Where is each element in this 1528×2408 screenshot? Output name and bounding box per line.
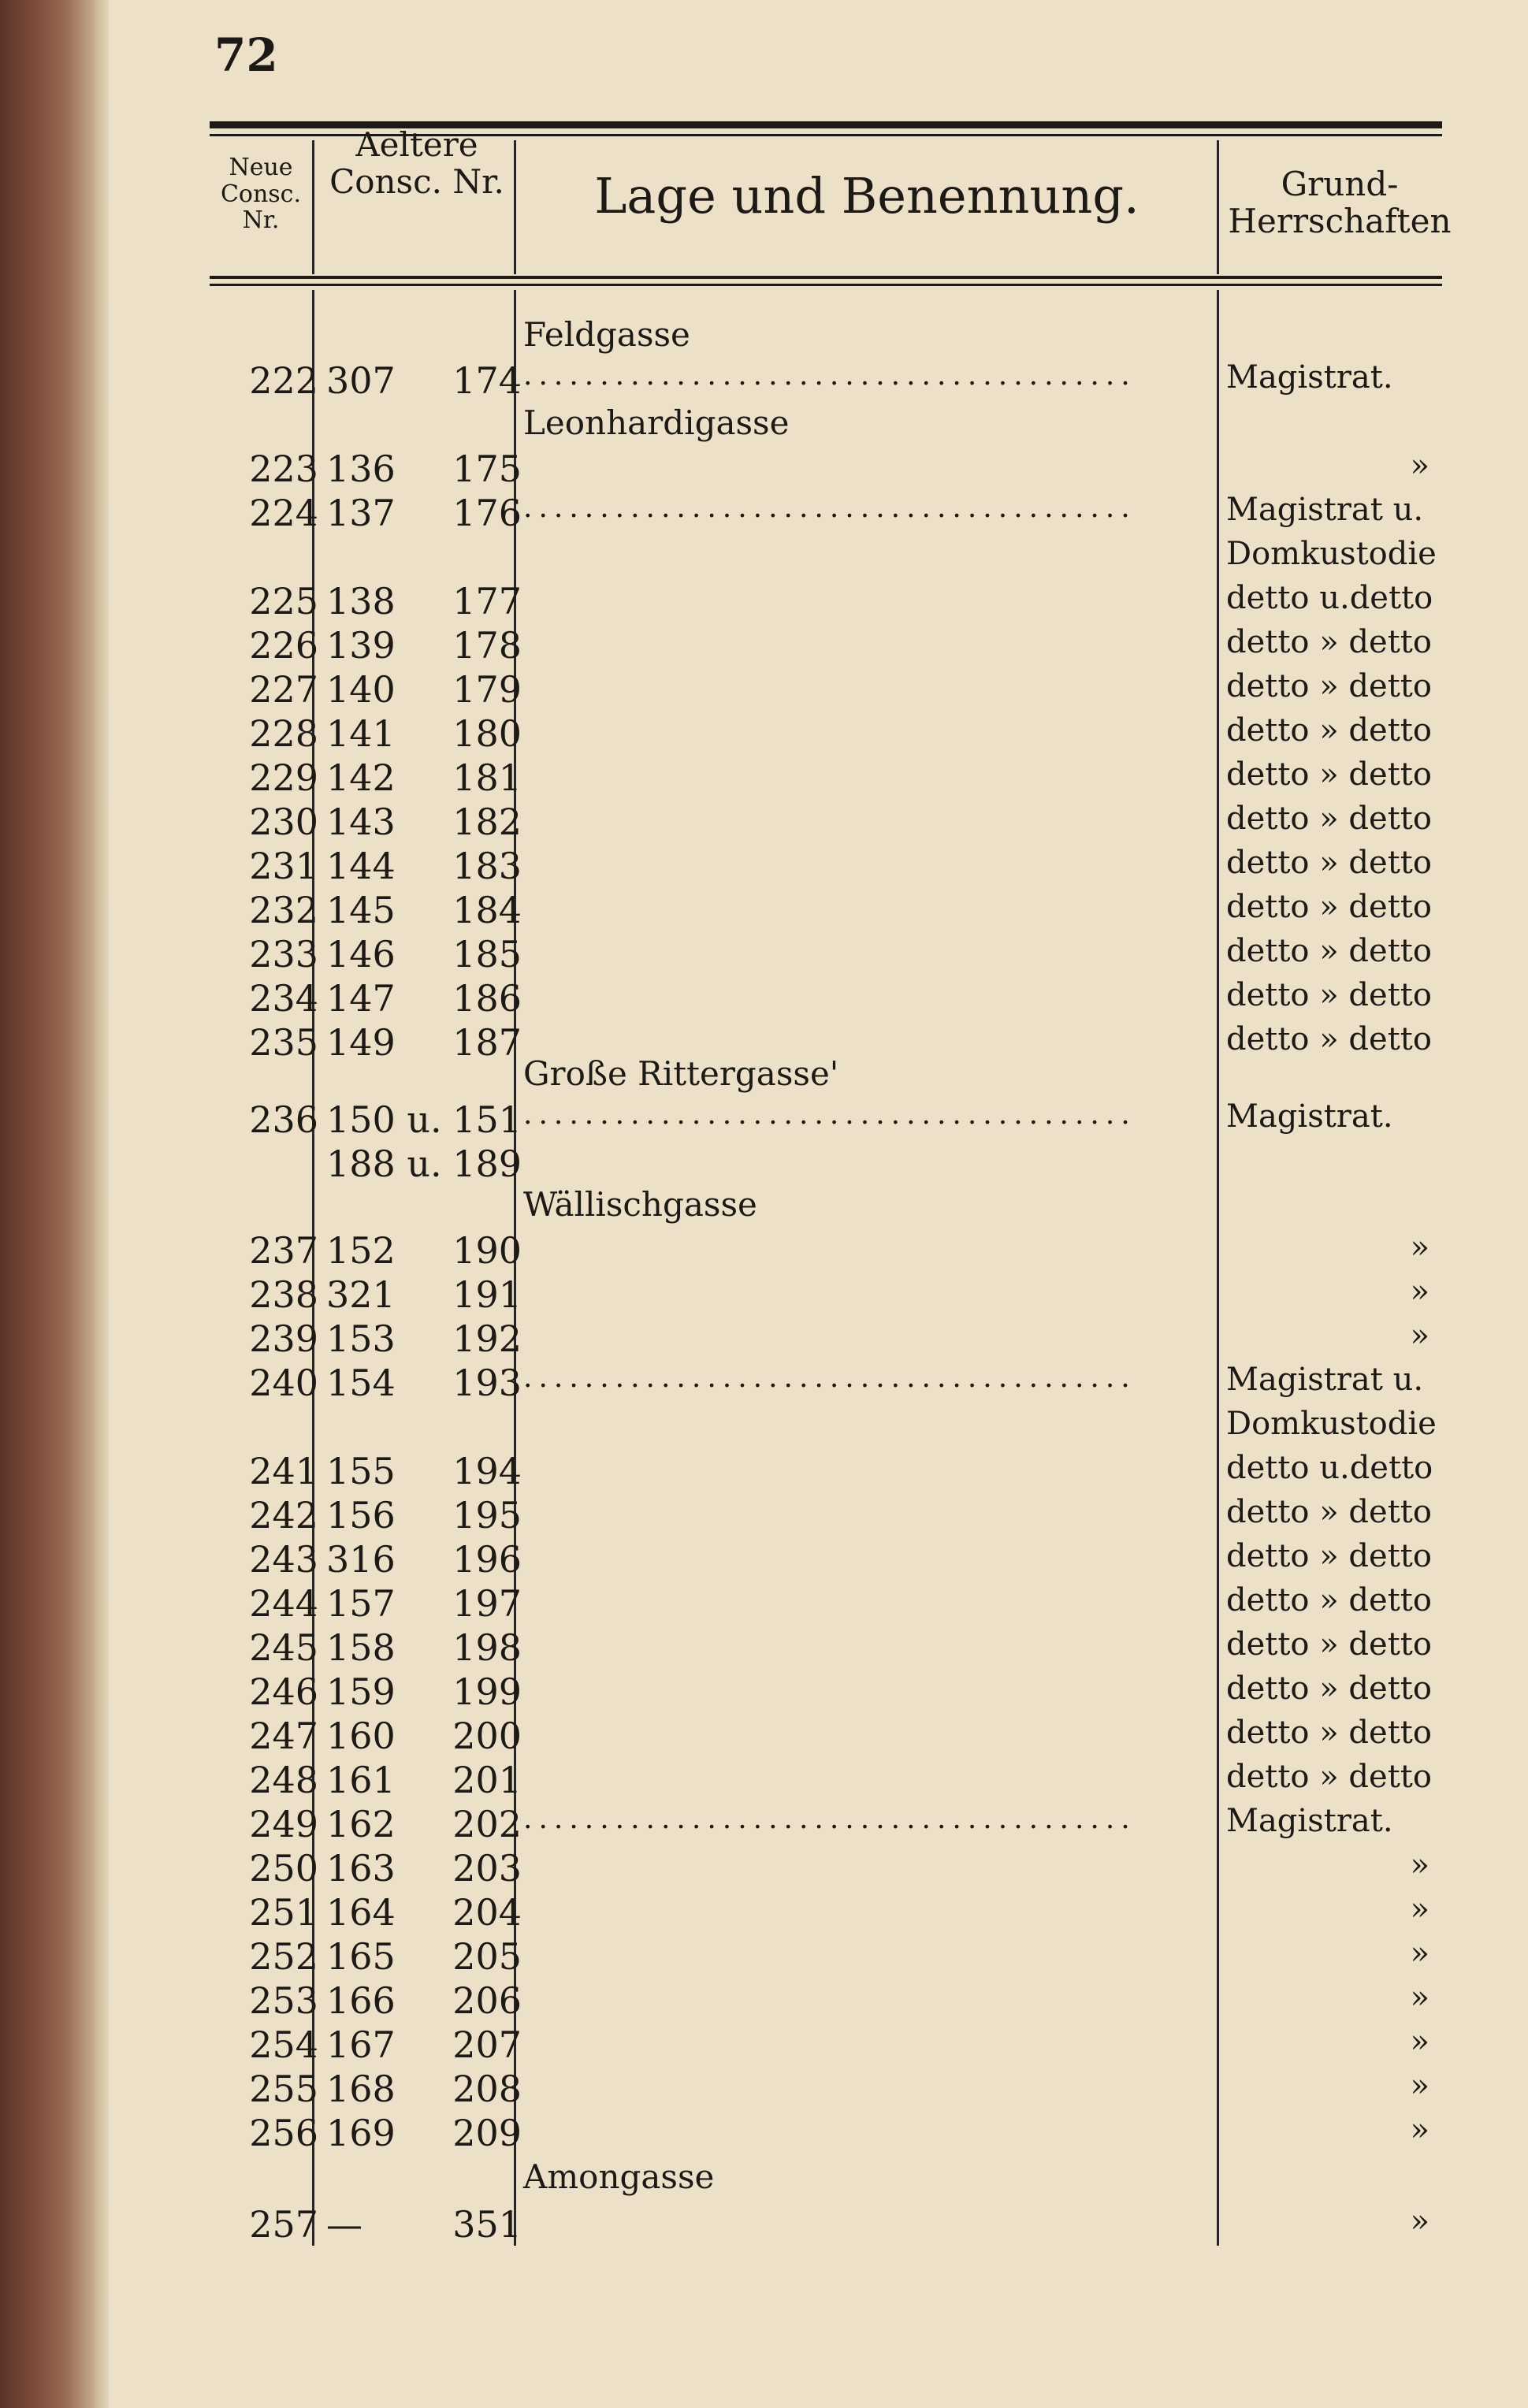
aeltere-consc-cell: 140 [326,668,396,711]
aeltere-consc-cell: 154 [326,1362,396,1404]
neue-nr-cell: 249 [249,1803,318,1845]
neue-nr-cell: 233 [249,933,318,975]
aeltere-nr-cell: 200 [452,1715,522,1757]
neue-nr-cell: 237 [249,1229,318,1272]
grundherrschaft-cell: » [1410,2068,1429,2104]
table-row [0,624,1528,668]
neue-nr-cell: 227 [249,668,318,711]
street-heading: Feldgasse [523,315,690,354]
aeltere-consc-cell: 157 [326,1582,396,1625]
grundherrschaft-cell: detto » detto [1226,668,1432,704]
aeltere-consc-cell: 146 [326,933,396,975]
table-row [0,580,1528,624]
grundherrschaft-cell: Magistrat u. [1226,492,1424,528]
grundherrschaft-cell: detto » detto [1226,977,1432,1013]
lage-cell: ........................................ [523,1803,1136,1835]
aeltere-consc-cell: 307 [326,359,396,402]
header-aeltere-consc: Consc. [329,162,442,202]
grundherrschaft-cell: Magistrat. [1226,1803,1393,1839]
neue-nr-cell: 238 [249,1273,318,1316]
grundherrschaft-cell: detto » detto [1226,1626,1432,1663]
aeltere-consc-cell: 141 [326,712,396,755]
header-aeltere [318,126,515,200]
aeltere-consc-cell: 321 [326,1273,396,1316]
grundherrschaft-cell: Domkustodie [1226,1406,1437,1442]
grundherrschaft-cell: detto u.detto [1226,1450,1433,1486]
header-aeltere-label: Aeltere [355,125,478,164]
table-row [0,1494,1528,1538]
grundherrschaft-cell: detto » detto [1226,933,1432,969]
table-row [0,977,1528,1021]
table-row [0,1891,1528,1935]
table-row [0,448,1528,492]
grundherrschaft-cell: detto » detto [1226,1582,1432,1618]
header-aeltere-sub [318,163,515,200]
grundherrschaft-cell: Domkustodie [1226,536,1437,572]
aeltere-consc-cell: 137 [326,492,396,534]
aeltere-nr-cell: 193 [452,1362,522,1404]
grundherrschaft-cell: detto » detto [1226,1670,1432,1707]
street-heading: Amongasse [523,2157,715,2196]
aeltere-nr-cell: 202 [452,1803,522,1845]
table-row [0,933,1528,977]
page-number: 72 [214,28,278,82]
grundherrschaft-cell: detto » detto [1226,712,1432,749]
neue-nr-cell: 251 [249,1891,318,1934]
neue-nr-cell: 239 [249,1317,318,1360]
aeltere-nr-cell: 198 [452,1626,522,1669]
grundherrschaft-cell: detto » detto [1226,845,1432,881]
table-row [0,2112,1528,2156]
lage-cell: ........................................ [523,1098,1136,1131]
grundherrschaft-cell: detto » detto [1226,1494,1432,1530]
neue-nr-cell: 229 [249,756,318,799]
aeltere-nr-cell: 206 [452,1979,522,2022]
table-row [0,1362,1528,1406]
aeltere-nr-cell: 180 [452,712,522,755]
table-row [0,1670,1528,1715]
table-row [0,359,1528,403]
neue-nr-cell: 253 [249,1979,318,2022]
grundherrschaft-cell: detto » detto [1226,1021,1432,1057]
lage-cell: ........................................ [523,492,1136,524]
neue-nr-cell: 225 [249,580,318,622]
aeltere-consc-cell: 139 [326,624,396,667]
aeltere-nr-cell: 186 [452,977,522,1020]
aeltere-nr-cell: 195 [452,1494,522,1537]
neue-nr-cell: 230 [249,801,318,843]
neue-nr-cell: 222 [249,359,318,402]
table-row [0,1759,1528,1803]
table-row [0,668,1528,712]
grundherrschaft-cell: » [1410,1847,1429,1883]
street-heading: Große Rittergasse' [523,1054,839,1093]
neue-nr-cell: 241 [249,1450,318,1492]
neue-nr-cell: 235 [249,1021,318,1064]
aeltere-consc-cell: 144 [326,845,396,887]
lage-cell: ........................................ [523,1362,1136,1394]
table-row [0,1021,1528,1065]
table-row [0,1979,1528,2023]
table-row [0,1715,1528,1759]
aeltere-consc-cell: 156 [326,1494,396,1537]
aeltere-consc-cell: 152 [326,1229,396,1272]
aeltere-nr-cell: 185 [452,933,522,975]
neue-nr-cell: 244 [249,1582,318,1625]
grundherrschaft-cell: » [1410,2023,1429,2060]
aeltere-nr-cell: 187 [452,1021,522,1064]
header-bottom-rule-thin [210,284,1442,286]
aeltere-consc-cell: 136 [326,448,396,490]
header-aeltere-nr: Nr. [452,162,504,202]
table-row [0,536,1528,580]
aeltere-nr-cell: 194 [452,1450,522,1492]
aeltere-consc-cell: 142 [326,756,396,799]
table-row [0,2068,1528,2112]
neue-nr-cell: 246 [249,1670,318,1713]
aeltere-nr-cell: 176 [452,492,522,534]
aeltere-nr-cell: 196 [452,1538,522,1581]
grundherrschaft-cell: » [1410,2112,1429,2148]
grundherrschaft-cell: Magistrat u. [1226,1362,1424,1398]
table-row [0,1317,1528,1362]
aeltere-consc-cell: 164 [326,1891,396,1934]
neue-nr-cell: 234 [249,977,318,1020]
neue-nr-cell: 255 [249,2068,318,2110]
table-row [0,1406,1528,1450]
table-row [0,1935,1528,1979]
aeltere-consc-cell: 163 [326,1847,396,1890]
grundherrschaft-cell: » [1410,448,1429,484]
table-row [0,1229,1528,1273]
neue-nr-cell: 231 [249,845,318,887]
table-row [0,492,1528,536]
street-heading: Wällischgasse [523,1185,757,1224]
aeltere-consc-cell: — [326,2203,362,2246]
grundherrschaft-cell: detto » detto [1226,1538,1432,1574]
table-row [0,889,1528,933]
grundherrschaft-cell: detto » detto [1226,756,1432,793]
table-row [0,1847,1528,1891]
grundherrschaft-cell: Magistrat. [1226,1098,1393,1135]
table-row [0,756,1528,801]
aeltere-nr-cell: 203 [452,1847,522,1890]
aeltere-consc-cell: 159 [326,1670,396,1713]
table-row [0,1582,1528,1626]
aeltere-nr-cell: 201 [452,1759,522,1801]
table-row [0,1803,1528,1847]
table-row [0,1273,1528,1317]
aeltere-nr-cell: 174 [452,359,522,402]
aeltere-nr-cell: 208 [452,2068,522,2110]
aeltere-nr-cell: 179 [452,668,522,711]
table-row [0,1098,1528,1143]
grundherrschaft-cell: Magistrat. [1226,359,1393,396]
header-bottom-rule [210,276,1442,279]
aeltere-consc-cell: 155 [326,1450,396,1492]
table-row [0,1143,1528,1187]
aeltere-nr-cell: 351 [452,2203,522,2246]
grundherrschaft-cell: » [1410,2203,1429,2239]
neue-nr-cell: 226 [249,624,318,667]
table-row [0,2023,1528,2068]
neue-nr-cell: 257 [249,2203,318,2246]
header-lage-und-benennung: Lage und Benennung. [594,167,1139,225]
neue-nr-cell: 224 [249,492,318,534]
table-row [0,1538,1528,1582]
neue-nr-cell: 223 [249,448,318,490]
aeltere-consc-cell: 161 [326,1759,396,1801]
aeltere-consc-cell: 143 [326,801,396,843]
grundherrschaft-cell: detto » detto [1226,889,1432,925]
aeltere-consc-cell: 138 [326,580,396,622]
aeltere-nr-cell: 205 [452,1935,522,1978]
header-divider-3 [1217,140,1219,274]
neue-nr-cell: 228 [249,712,318,755]
table-row [0,2203,1528,2247]
aeltere-nr-cell: 184 [452,889,522,931]
aeltere-nr-cell: 183 [452,845,522,887]
aeltere-consc-cell: 167 [326,2023,396,2066]
grundherrschaft-cell: detto » detto [1226,1759,1432,1795]
grundherrschaft-cell: detto u.detto [1226,580,1433,616]
aeltere-nr-cell: 189 [452,1143,522,1185]
aeltere-consc-cell: 149 [326,1021,396,1064]
aeltere-nr-cell: 175 [452,448,522,490]
aeltere-nr-cell: 181 [452,756,522,799]
aeltere-nr-cell: 197 [452,1582,522,1625]
neue-nr-cell: 242 [249,1494,318,1537]
grundherrschaft-cell: detto » detto [1226,1715,1432,1751]
grundherrschaft-cell: » [1410,1317,1429,1354]
table-row [0,801,1528,845]
grundherrschaft-cell: detto » detto [1226,624,1432,660]
neue-nr-cell: 248 [249,1759,318,1801]
table-row [0,1450,1528,1494]
aeltere-consc-cell: 153 [326,1317,396,1360]
neue-nr-cell: 240 [249,1362,318,1404]
grundherrschaft-cell: » [1410,1935,1429,1971]
grundherrschaft-cell: » [1410,1229,1429,1265]
aeltere-consc-cell: 160 [326,1715,396,1757]
aeltere-consc-cell: 166 [326,1979,396,2022]
aeltere-nr-cell: 204 [452,1891,522,1934]
aeltere-consc-cell: 168 [326,2068,396,2110]
neue-nr-cell: 250 [249,1847,318,1890]
table-row [0,1626,1528,1670]
street-heading: Leonhardigasse [523,403,790,442]
aeltere-consc-cell: 162 [326,1803,396,1845]
neue-nr-cell: 252 [249,1935,318,1978]
neue-nr-cell: 243 [249,1538,318,1581]
header-grundherrschaften: Grund- Herrschaften [1228,165,1452,241]
aeltere-nr-cell: 182 [452,801,522,843]
aeltere-nr-cell: 177 [452,580,522,622]
aeltere-consc-cell: 147 [326,977,396,1020]
aeltere-nr-cell: 209 [452,2112,522,2154]
aeltere-consc-cell: 188 u. [326,1143,442,1185]
aeltere-nr-cell: 191 [452,1273,522,1316]
aeltere-nr-cell: 207 [452,2023,522,2066]
neue-nr-cell: 236 [249,1098,318,1141]
neue-nr-cell: 247 [249,1715,318,1757]
aeltere-nr-cell: 178 [452,624,522,667]
aeltere-consc-cell: 169 [326,2112,396,2154]
aeltere-consc-cell: 165 [326,1935,396,1978]
table-row [0,712,1528,756]
header-neue-consc-nr: Neue Consc. Nr. [220,154,302,235]
aeltere-consc-cell: 158 [326,1626,396,1669]
header-divider-1 [312,140,314,274]
grundherrschaft-cell: » [1410,1979,1429,2016]
aeltere-nr-cell: 190 [452,1229,522,1272]
grundherrschaft-cell: » [1410,1891,1429,1927]
aeltere-consc-cell: 145 [326,889,396,931]
grundherrschaft-cell: detto » detto [1226,801,1432,837]
aeltere-consc-cell: 150 u. [326,1098,442,1141]
aeltere-nr-cell: 199 [452,1670,522,1713]
table-row [0,845,1528,889]
grundherrschaft-cell: » [1410,1273,1429,1310]
neue-nr-cell: 254 [249,2023,318,2066]
neue-nr-cell: 232 [249,889,318,931]
aeltere-consc-cell: 316 [326,1538,396,1581]
neue-nr-cell: 256 [249,2112,318,2154]
aeltere-nr-cell: 151 [452,1098,522,1141]
neue-nr-cell: 245 [249,1626,318,1669]
lage-cell: ........................................ [523,359,1136,392]
aeltere-nr-cell: 192 [452,1317,522,1360]
